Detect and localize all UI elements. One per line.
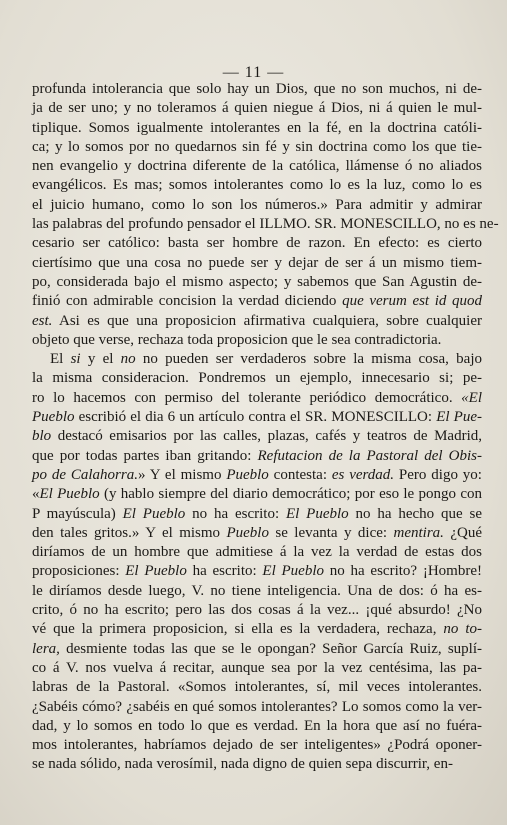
text-segment: tiplique. Somos igualmente intolerantes en la fé, en la doctrina católi- [32, 119, 482, 136]
text-segment: no ha hecho que se [348, 505, 482, 522]
text-line [32, 119, 482, 138]
text-segment: se nada sólido, nada verosímil, nada digno de quien sepa discurrir, en- [32, 756, 453, 773]
text-segment: ¿Sabéis cómo? ¿sabéis en qué somos intolerantes? Lo somos como la ver- [32, 698, 482, 715]
text-segment: cesario ser católico: basta ser hombre de razon. En efecto: es cierto [32, 235, 482, 252]
text-segment: escribió el dia 6 un artículo contra el SR. MONESCILLO: [74, 409, 437, 426]
text-segment: mos intolerantes, habríamos dejado de ser inteligentes» ¿Podrá oponer- [32, 737, 482, 754]
text-segment: ja de ser uno; y no toleramos á quien niegue á Dios, ni á quien le mul- [32, 100, 482, 117]
text-segment: (y hablo siempre del diario democrático; por eso le pongo con [99, 486, 482, 503]
text-segment: finió con admirable concision la verdad diciendo [32, 293, 343, 310]
text-line [32, 234, 482, 253]
italic-segment: El Pueblo [122, 505, 186, 522]
italic-segment: Refutacion de la Pastoral del Obis- [257, 447, 482, 464]
text-line [32, 350, 482, 369]
text-line [32, 254, 482, 273]
text-segment: dad, y lo somos en todo lo que es verdad. En la hora que así no fuéra- [32, 717, 482, 734]
text-segment: el juicio humano, como lo son los números.» Para admitir y admirar [32, 196, 482, 213]
text-line [32, 698, 482, 717]
italic-segment: Pueblo [226, 466, 269, 483]
italic-segment: El Pueblo [39, 486, 100, 503]
text-line [32, 273, 482, 292]
text-segment: ca; y lo somos por no quedarnos sin fé y sin doctrina como los que tie- [32, 138, 482, 155]
italic-segment: El Pue- [436, 409, 482, 426]
text-line [32, 485, 482, 504]
text-segment: evangélicos. Es mas; somos intolerantes como lo es la luz, como lo es [32, 177, 482, 194]
text-segment: no ha escrito: [185, 505, 286, 522]
text-segment: no ha escrito? ¡Hombre! [324, 563, 482, 580]
italic-segment: blo [32, 428, 52, 445]
text-line [32, 620, 482, 639]
text-line [32, 755, 482, 774]
text-segment: ¿Qué [443, 524, 482, 541]
text-line [32, 543, 482, 562]
text-line [32, 505, 482, 524]
italic-segment: Pueblo [226, 524, 269, 541]
text-segment: no pueden ser verdaderos sobre la misma cosa, bajo [135, 351, 482, 368]
italic-segment: Pueblo [32, 409, 75, 426]
italic-segment: si [70, 351, 81, 368]
italic-segment: po de Calahorra. [32, 466, 138, 483]
text-line [32, 427, 482, 446]
text-segment: contesta: [268, 466, 332, 483]
text-line [32, 659, 482, 678]
text-line [32, 215, 499, 234]
text-segment: den tales gritos.» Y el mismo [32, 524, 227, 541]
text-segment: que por todas partes iban gritando: [32, 447, 258, 464]
text-segment: y el [80, 351, 121, 368]
text-segment: po, considerada bajo el mismo aspecto; y sabemos que San Agustin de- [32, 273, 482, 290]
text-line [32, 447, 482, 466]
text-line [32, 466, 482, 485]
page-number: — 11 — [222, 64, 285, 81]
text-line [32, 717, 482, 736]
text-line [32, 292, 482, 311]
text-segment: ro lo hacemos con permiso del tolerante periódico democrático. [32, 389, 462, 406]
body-text [32, 80, 499, 775]
text-segment: « [32, 486, 40, 503]
text-segment: diríamos de un hombre que admitiese á la vez la verdad de estas dos [32, 544, 482, 561]
text-line [32, 176, 482, 195]
text-segment: nen evangelio y doctrina diferente de la católica, llámense ó no aliados [32, 158, 482, 175]
text-line [32, 582, 482, 601]
text-line [32, 196, 482, 215]
italic-segment: es verdad. [331, 466, 395, 483]
text-segment: se levanta y dice: [268, 524, 394, 541]
italic-segment: no to- [443, 621, 482, 638]
text-segment: » Y el mismo [137, 466, 227, 483]
italic-segment: El Pueblo [262, 563, 324, 580]
text-line [32, 331, 482, 350]
text-segment: Pero digo yo: [394, 466, 482, 483]
text-segment: El [50, 351, 71, 368]
text-segment: labras de la Pastoral. «Somos intolerantes, sí, mil veces intolerantes. [32, 679, 482, 696]
italic-segment: El Pueblo [285, 505, 349, 522]
text-line [32, 138, 482, 157]
text-segment: ciertísimo que una cosa no puede ser y dejar de ser á un mismo tiem- [32, 254, 482, 271]
text-line [32, 678, 482, 697]
text-segment: P mayúscula) [32, 505, 123, 522]
italic-segment: que verum est id quod [342, 293, 483, 310]
italic-segment: «El [461, 389, 482, 406]
text-segment: profunda intolerancia que solo hay un Dios, que no son muchos, ni de- [32, 81, 482, 97]
text-segment: la misma consideracion. Pondremos un ejemplo, innecesario si; pe- [32, 370, 482, 387]
italic-segment: lera, [32, 640, 60, 657]
text-line [32, 312, 482, 331]
text-segment: ha escrito: [186, 563, 263, 580]
text-line [32, 562, 482, 581]
text-segment: le diríamos desde luego, V. no tiene inteligencia. Una de dos: ó ha es- [32, 582, 482, 599]
text-line [32, 736, 482, 755]
text-segment: objeto que verse, rechaza toda proposicion que le sea contradictoria. [32, 331, 442, 348]
text-line [32, 524, 482, 543]
italic-segment: est. [32, 312, 53, 329]
italic-segment: no [120, 351, 136, 368]
text-line [32, 640, 482, 659]
text-line [32, 369, 482, 388]
text-segment: proposiciones: [32, 563, 126, 580]
text-line [32, 389, 482, 408]
text-segment: vé que la primera proposicion, si ella es la verdadera, rechaza, [32, 621, 444, 638]
text-segment: crito, ó no ha escrito; pero las dos cosas á la vez... ¡qué absurdo! ¿No [32, 602, 482, 619]
italic-segment: mentira. [393, 524, 444, 541]
text-line [32, 80, 482, 99]
text-line [32, 601, 482, 620]
text-segment: desmiente todas las que se le opongan? Señor García Ruiz, suplí- [59, 640, 482, 657]
text-line [32, 408, 482, 427]
text-segment: Asi es que una proposicion afirmativa cualquiera, sobre cualquier [52, 312, 482, 329]
text-segment: co á V. nos vuelva á recitar, aunque sea por la vez centésima, las pa- [32, 659, 482, 676]
italic-segment: El Pueblo [125, 563, 187, 580]
text-segment: las palabras del profundo pensador el ILLMO. SR. MONESCILLO, no es ne- [32, 216, 499, 233]
text-line [32, 157, 482, 176]
text-line [32, 99, 482, 118]
text-segment: destacó emisarios por las calles, plazas, cafés y teatros de Madrid, [51, 428, 482, 445]
